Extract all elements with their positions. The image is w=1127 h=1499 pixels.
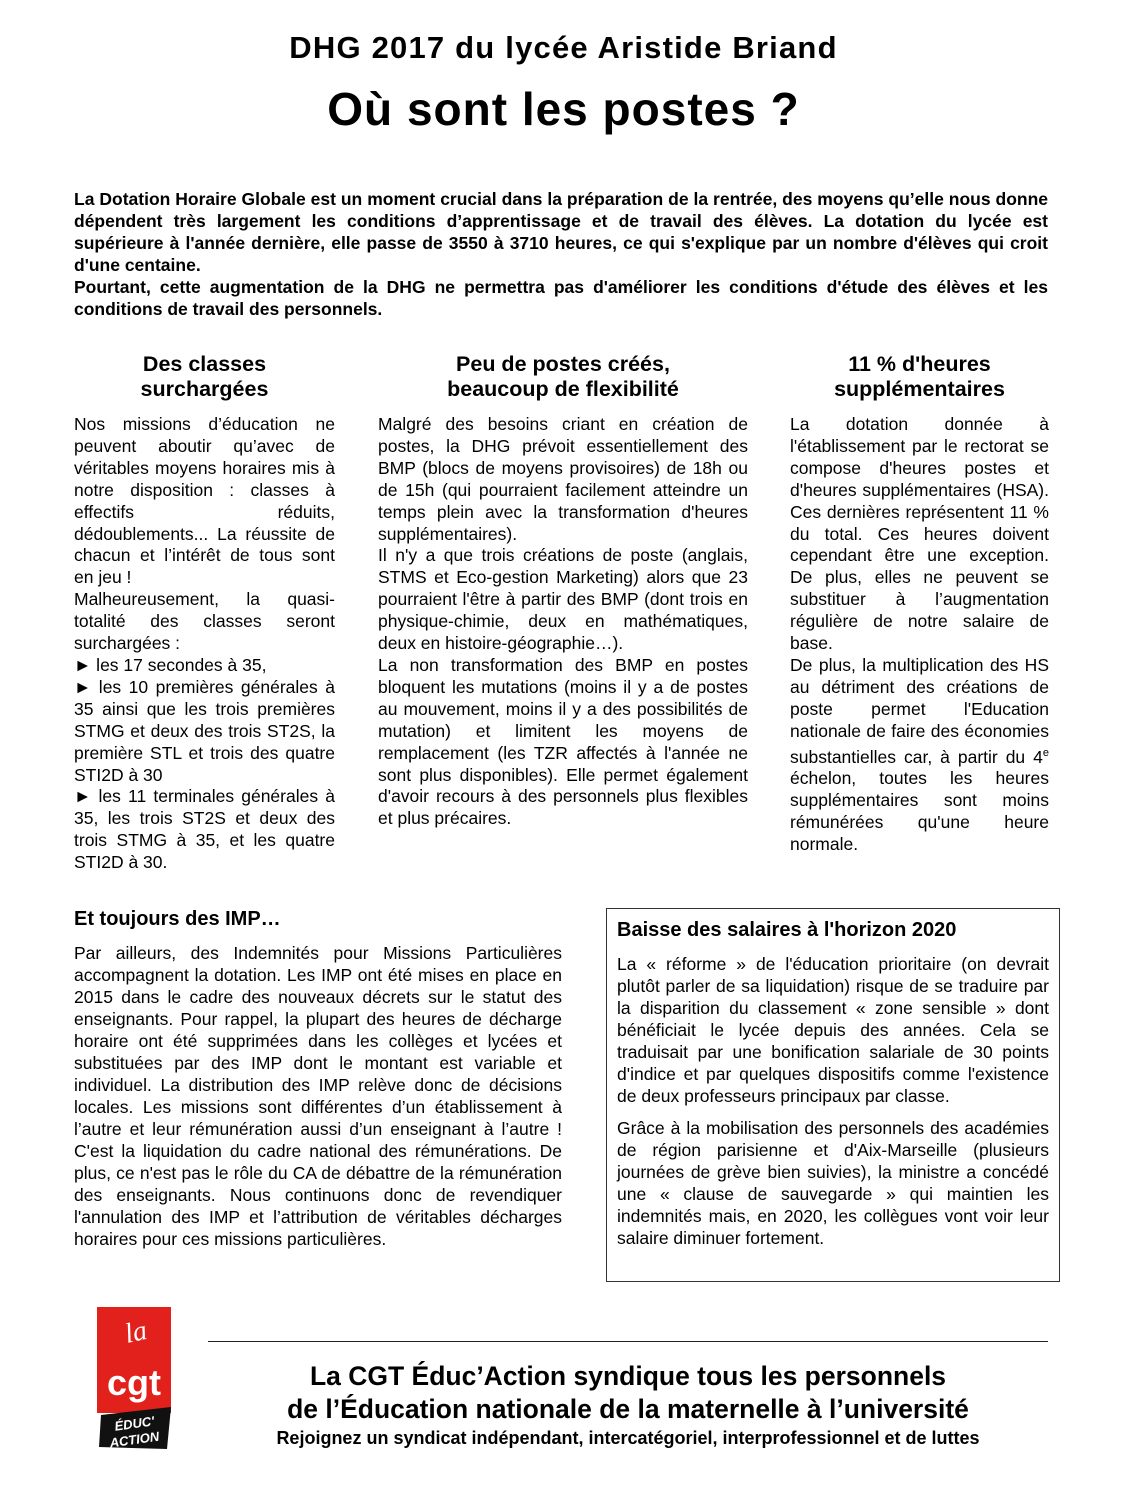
column-title bbox=[74, 352, 335, 402]
column-heures-supplementaires bbox=[790, 352, 1049, 856]
column-body bbox=[74, 414, 335, 874]
column-title-line: surchargées bbox=[140, 377, 269, 401]
logo-action: ACTION bbox=[108, 1428, 161, 1451]
paragraph: La dotation donnée à l'établissement par le rectorat se compose d'heures postes et d'heures supplémentaires (HSA). Ces dernières représentent 11 % du total. Ces heures doivent cependant être une exception. De plus, elles ne peuvent se substituer à l’augmentation régulière de notre salaire de base. bbox=[790, 414, 1049, 654]
paragraph: La non transformation des BMP en postes bloquent les mutations (moins il y a de postes au mouvement, moins il y a des possibilités de mutation) et limitent les moyens de remplacement (les TZR affectés à l'année ne sont plus disponibles). Elle permet également d'avoir recours à des personnels plus flexibles et plus précaires. bbox=[378, 654, 748, 829]
column-title bbox=[790, 352, 1049, 402]
footer-tagline: Rejoignez un syndicat indépendant, intercatégoriel, interprofessionnel et de luttes bbox=[276, 1428, 980, 1448]
column-title-line: 11 % d'heures bbox=[848, 352, 991, 376]
paragraph: La « réforme » de l'éducation prioritaire (on devrait plutôt parler de sa liquidation) risque de se traduire par la disparition du classement « zone sensible » dont bénéficiait le lycée depuis des années. Cela se traduisait par une bonification salariale de 30 points d'indice et par quelques dispositifs comme l'existence de deux professeurs principaux par classe. bbox=[617, 954, 1049, 1106]
page-subtitle: Où sont les postes ? bbox=[327, 83, 800, 135]
bullet-item: ► les 17 secondes à 35, bbox=[74, 654, 267, 675]
paragraph bbox=[790, 655, 1049, 856]
box-title: Baisse des salaires à l'horizon 2020 bbox=[617, 919, 957, 941]
column-postes-crees bbox=[378, 352, 748, 830]
superscript: e bbox=[1042, 746, 1049, 759]
intro-paragraph: La Dotation Horaire Globale est un moment crucial dans la préparation de la rentrée, des moyens qu’elle nous donne dépendent très largement les conditions d’apprentissage et de travail des élèves. La dotation du lycée est supérieure à l'année dernière, elle passe de 3550 à 3710 heures, ce qui s'explique par un nombre d'élèves qui croit d'une centaine. bbox=[74, 189, 1048, 275]
intro-paragraph: Pourtant, cette augmentation de la DHG ne permettra pas d'améliorer les conditions d'étude des élèves et les conditions de travail des personnels. bbox=[74, 277, 1048, 319]
bullet-item: ► les 10 premières générales à 35 ainsi que les trois premières STMG et deux des trois ST2S, la première STL et trois des quatre STI2D à 30 bbox=[74, 676, 335, 785]
paragraph: Nos missions d’éducation ne peuvent aboutir qu’avec de véritables moyens horaires mis à notre disposition : classes à effectifs réduits, dédoublements... La réussite de chacun et l’intérêt de tous sont en jeu ! bbox=[74, 414, 335, 588]
footer-line: de l’Éducation nationale de la maternelle à l’université bbox=[287, 1394, 969, 1424]
paragraph: Malheureusement, la quasi-totalité des classes seront surchargées : bbox=[74, 589, 335, 654]
logo-educ: ÉDUC' bbox=[113, 1413, 156, 1434]
salary-box bbox=[606, 908, 1060, 1282]
cgt-educ-action-logo bbox=[97, 1307, 171, 1451]
column-body bbox=[378, 414, 748, 830]
intro-section bbox=[74, 188, 1048, 320]
text-run: échelon, toutes les heures supplémentaires sont moins rémunérées qu'une heure normale. bbox=[790, 768, 1049, 855]
column-title bbox=[378, 352, 748, 402]
page-title: DHG 2017 du lycée Aristide Briand bbox=[289, 30, 838, 65]
box-body bbox=[617, 953, 1049, 1249]
paragraph: Grâce à la mobilisation des personnels des académies de région parisienne et d'Aix-Marseille (plusieurs journées de grève bien suivies), la ministre a concédé une « clause de sauvegarde » qui maintien les indemnités mais, en 2020, les collègues vont voir leur salaire diminuer fortement. bbox=[617, 1118, 1049, 1248]
footer-divider bbox=[208, 1341, 1048, 1342]
imp-section bbox=[74, 906, 562, 1250]
column-title-line: Peu de postes créés, bbox=[456, 352, 670, 376]
column-classes-surchargees bbox=[74, 352, 335, 874]
text-run: De plus, la multiplication des HS au détriment des créations de poste permet l'Education nationale de faire des économies substantielles car, à partir du 4 bbox=[790, 654, 1049, 767]
section-title: Et toujours des IMP… bbox=[74, 908, 281, 930]
column-title-line: beaucoup de flexibilité bbox=[447, 377, 679, 401]
bullet-item: ► les 11 terminales générales à 35, les trois ST2S et deux des trois STMG à 35, et les quatre STI2D à 30. bbox=[74, 786, 335, 873]
column-title-line: Des classes bbox=[142, 352, 267, 376]
column-body bbox=[790, 414, 1049, 856]
logo-la: la bbox=[122, 1314, 150, 1350]
section-body: Par ailleurs, des Indemnités pour Missions Particulières accompagnent la dotation. Les IMP ont été mises en place en 2015 dans le cadre des nouveaux décrets sur le statut des enseignants. Pour rappel, la plupart des heures de décharge horaire ont été supprimées dans les collèges et lycées et substituées par des IMP dont le montant est variable et individuel. La distribution des IMP relève donc de décisions locales. Les missions sont différentes d’un établissement à l’autre et leur rémunération aussi d’un enseignant à l’autre ! C'est la liquidation du cadre national des rémunérations. De plus, ce n'est pas le rôle du CA de débattre de la rémunération des enseignants. Nous continuons donc de revendiquer l'annulation des IMP et l’attribution de véritables décharges horaires pour ces missions particulières. bbox=[74, 943, 562, 1249]
paragraph: Malgré des besoins criant en création de postes, la DHG prévoit essentiellement des BMP (blocs de moyens provisoires) de 18h ou de 15h (qui pourraient facilement atteindre un temps plein avec la transformation d'heures supplémentaires). bbox=[378, 414, 748, 544]
footer-line: La CGT Éduc’Action syndique tous les personnels bbox=[309, 1361, 947, 1391]
column-title-line: supplémentaires bbox=[834, 377, 1005, 401]
logo-cgt: cgt bbox=[107, 1362, 161, 1403]
paragraph: Il n'y a que trois créations de poste (anglais, STMS et Eco-gestion Marketing) alors que 23 pourraient l'être à partir des BMP (dont trois en physique-chimie, deux en mathématiques, deux en histoire-géographie…). bbox=[378, 545, 748, 654]
